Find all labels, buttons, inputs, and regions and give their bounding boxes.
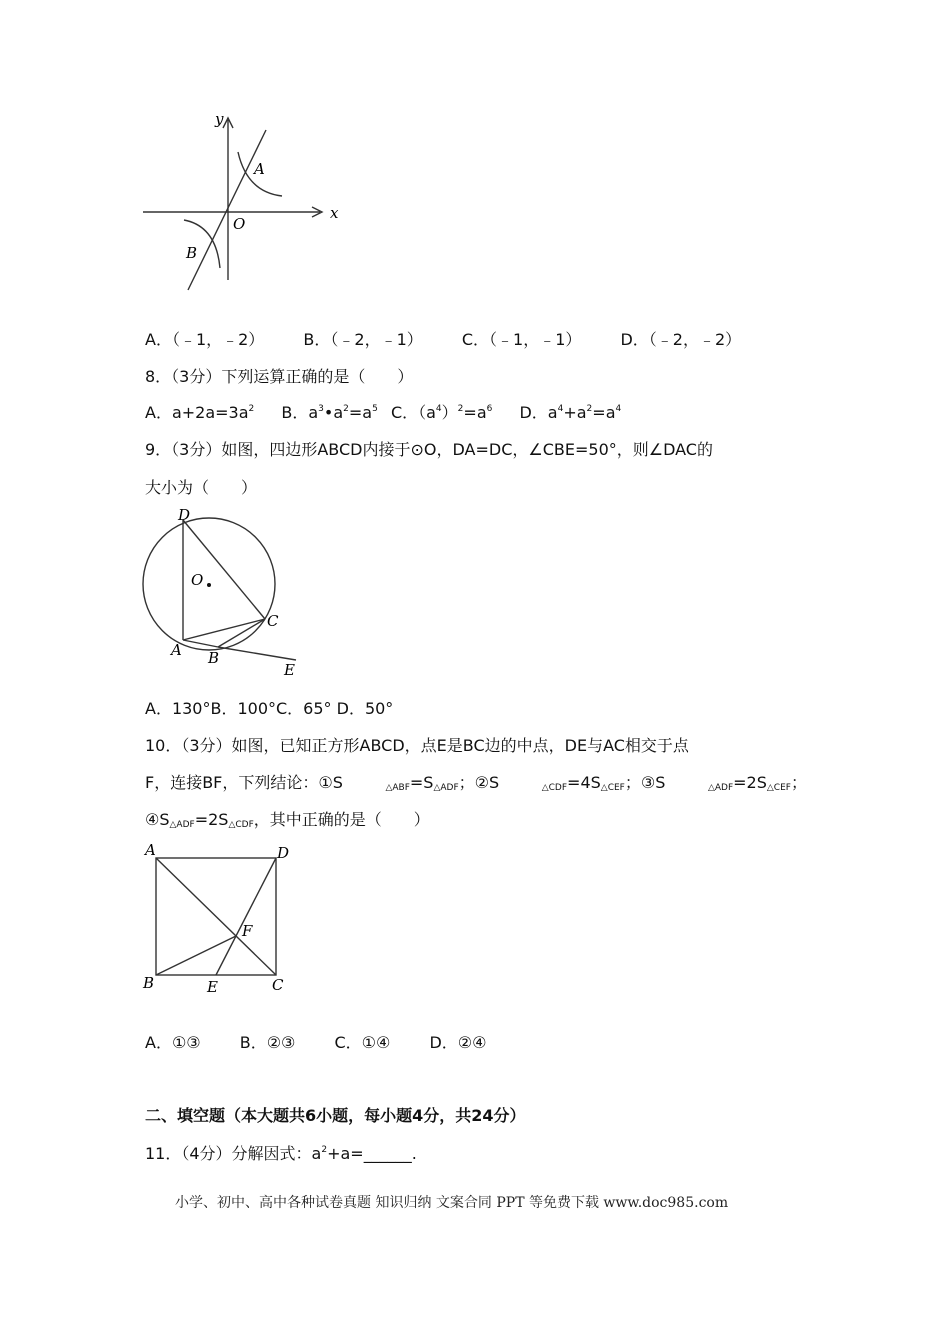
segment-bf xyxy=(156,936,236,975)
q10-option-d: D．②④ xyxy=(429,1033,487,1052)
q7-option-b: B．（﹣2，﹣1） xyxy=(303,330,423,349)
label-c: C xyxy=(267,612,279,630)
q10-l2-expr-3: $_{\triangle ADF}=2S_{\triangle CEF}$； xyxy=(707,773,807,793)
q8-option-a: A．$a+2a=3a^2$ xyxy=(145,403,255,422)
label-e: E xyxy=(284,661,295,679)
question-10-figure xyxy=(138,838,298,998)
label-o: O xyxy=(191,571,204,589)
q10-l2-text-1: F，连接BF，下列结论：①S xyxy=(145,773,343,792)
label-e: E xyxy=(207,978,218,996)
label-point-a: A xyxy=(254,160,265,178)
label-a: A xyxy=(145,841,156,859)
label-b: B xyxy=(208,649,220,667)
q7-option-c: C．（﹣1，﹣1） xyxy=(461,330,582,349)
label-b: B xyxy=(143,974,155,992)
diagonal-ac xyxy=(156,858,276,975)
center-point-o xyxy=(207,583,211,587)
line-ab xyxy=(188,130,266,290)
question-9-options: A．130°B．100°C．65° D．50° xyxy=(145,699,394,718)
question-10-options xyxy=(145,1032,486,1054)
question-8-options xyxy=(145,402,621,424)
question-9-figure xyxy=(138,505,308,680)
question-7-figure xyxy=(140,108,345,298)
question-9-line-1: 9．（3分）如图，四边形ABCD内接于⊙O，DA=DC，∠CBE=50°，则∠DAC的 xyxy=(145,440,713,459)
question-10-line-3: $④S_{\triangle ADF}=2S_{\triangle CDF}$，其中正确的是（ ） xyxy=(145,810,430,830)
question-8-stem: 8．（3分）下列运算正确的是（ ） xyxy=(145,367,414,386)
q10-l2-expr-2: $_{\triangle CDF}=4S_{\triangle CEF}$；③S xyxy=(541,773,666,793)
page-footer: 小学、初中、高中各种试卷真题 知识归纳 文案合同 PPT 等免费下载 www.doc985.com xyxy=(175,1195,729,1211)
q10-option-a: A．①③ xyxy=(145,1033,201,1052)
q8-option-d: D．$a^4+a^2=a^4$ xyxy=(519,403,622,422)
question-7-options xyxy=(145,329,741,351)
label-origin: O xyxy=(233,215,246,233)
q10-l2-expr-1: $_{\triangle ABF}=S_{\triangle ADF}$；②S xyxy=(385,773,500,793)
segment-bc xyxy=(218,619,265,647)
label-d: D xyxy=(277,844,290,862)
section-2-title: 二、填空题（本大题共6小题，每小题4分，共24分） xyxy=(145,1106,526,1125)
label-x: x xyxy=(330,204,339,222)
q7-option-d: D．（﹣2，﹣2） xyxy=(620,330,742,349)
label-y: y xyxy=(215,110,224,128)
label-c: C xyxy=(272,976,284,994)
segment-ac xyxy=(183,619,265,640)
q10-option-c: C．①④ xyxy=(334,1033,391,1052)
q8-option-c: C．$(a^4)^2=a^6$ xyxy=(390,403,493,422)
q10-option-b: B．②③ xyxy=(239,1033,296,1052)
question-10-line-2 xyxy=(145,772,807,794)
segment-de xyxy=(216,858,276,975)
question-10-line-1: 10．（3分）如图，已知正方形ABCD，点E是BC边的中点，DE与AC相交于点 xyxy=(145,736,689,755)
question-11: 11．（4分）分解因式：$a^2+a=\_\_\_\_\_\_$. xyxy=(145,1144,417,1163)
q7-option-a: A．（﹣1，﹣2） xyxy=(145,330,265,349)
label-point-b: B xyxy=(186,244,198,262)
question-9-line-2: 大小为（ ） xyxy=(145,478,258,497)
label-a: A xyxy=(171,641,182,659)
q8-option-b: B．$a^3•a^2=a^5$ xyxy=(281,403,378,422)
label-d: D xyxy=(178,506,191,524)
ray-be xyxy=(218,647,296,660)
label-f: F xyxy=(242,922,253,940)
